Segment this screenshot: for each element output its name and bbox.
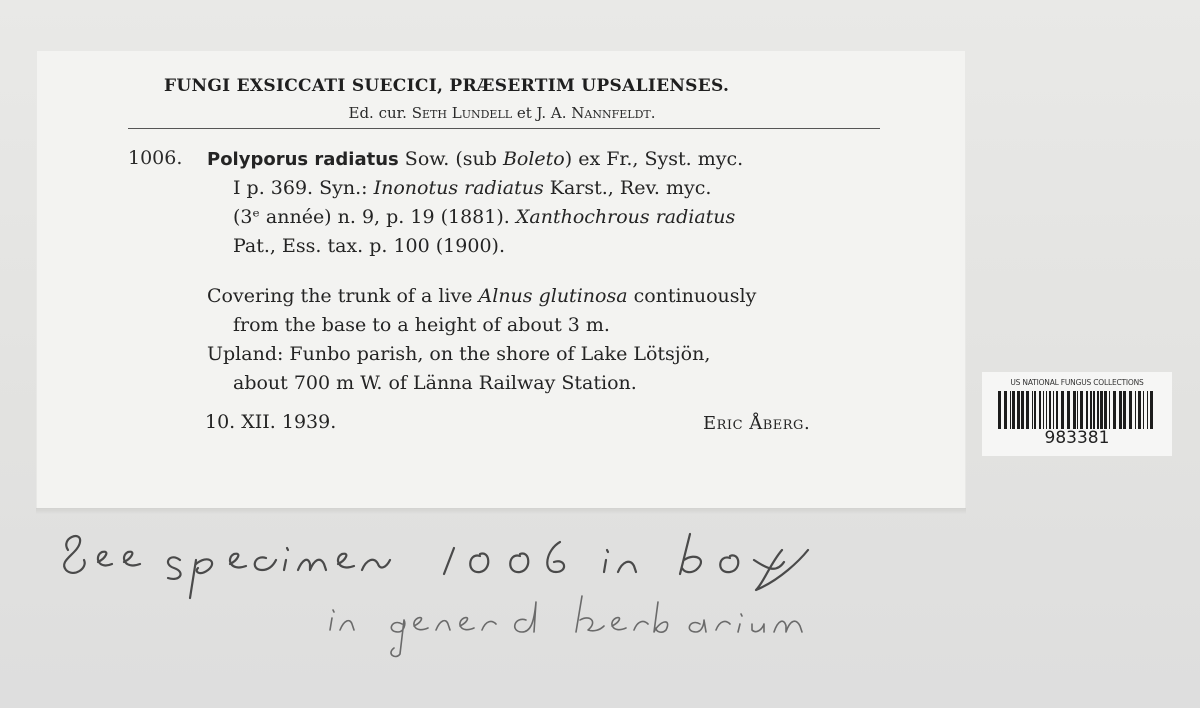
editors-join: et [516, 104, 532, 122]
barcode-bar [998, 391, 1001, 429]
citation-line [207, 203, 743, 232]
barcode-bar [1004, 391, 1007, 429]
barcode-bar [1077, 391, 1078, 429]
barcode-bar [1080, 391, 1083, 429]
series-title: FUNGI EXSICCATI SUECICI, PRÆSERTIM UPSALIENSES. [164, 76, 730, 96]
citation-text: Karst., Rev. myc. [549, 177, 712, 199]
habitat-text: Covering the trunk of a live [207, 285, 473, 307]
barcode-icon [996, 391, 1158, 429]
barcode-bar [1032, 391, 1033, 429]
barcode-bar [1109, 391, 1110, 429]
label-shadow [36, 508, 966, 514]
barcode-bar [1129, 391, 1132, 429]
habitat-locality [207, 282, 756, 398]
barcode-bar [1090, 391, 1092, 429]
barcode-bar [1034, 391, 1036, 429]
barcode-bar [1056, 391, 1058, 429]
barcode-bar [1100, 391, 1103, 429]
barcode-bar [1143, 391, 1144, 429]
collector-name: Eric Åberg. [703, 413, 811, 434]
barcode-bar [1123, 391, 1126, 429]
barcode-bar [1067, 391, 1070, 429]
citation-text: ) ex Fr., Syst. myc. [564, 148, 744, 170]
barcode-institution: US NATIONAL FUNGUS COLLECTIONS [1010, 378, 1144, 387]
barcode-bar [1086, 391, 1088, 429]
series-editors [164, 104, 840, 122]
barcode-bar [1113, 391, 1116, 429]
locality-line: Upland: Funbo parish, on the shore of Lake Lötsjön, [207, 343, 711, 365]
citation-text: Sow. (sub [404, 148, 497, 170]
collection-date: 10. XII. 1939. [205, 411, 337, 433]
habitat-text: continuously [633, 285, 757, 307]
citation-text: (3ᵉ année) n. 9, p. 19 (1881). [233, 206, 510, 228]
barcode-bar [1093, 391, 1095, 429]
taxon-citation [207, 145, 743, 261]
exsiccata-number: 1006. [128, 147, 183, 169]
synonym-name: Inonotus radiatus [373, 177, 544, 199]
barcode-bar [1104, 391, 1107, 429]
barcode-bar [1135, 391, 1136, 429]
handwritten-note [40, 520, 840, 700]
habitat-line [207, 282, 756, 311]
habitat-line: from the base to a height of about 3 m. [233, 314, 610, 336]
barcode-bar [1010, 391, 1011, 429]
barcode-bar [1043, 391, 1044, 429]
barcode-bar [1147, 391, 1148, 429]
barcode-bar [1150, 391, 1153, 429]
barcode-bar [1012, 391, 1015, 429]
host-name: Alnus glutinosa [478, 285, 628, 307]
citation-text: I p. 369. Syn.: [233, 177, 368, 199]
barcode-bar [1046, 391, 1047, 429]
barcode-number: 983381 [1044, 428, 1110, 448]
citation-line [207, 174, 743, 203]
barcode-bar [1053, 391, 1054, 429]
header-divider [128, 128, 880, 129]
barcode-bar [1026, 391, 1029, 429]
editors-prefix: Ed. cur. [348, 104, 407, 122]
citation-line [207, 145, 743, 174]
basionym-genus: Boleto [502, 148, 565, 170]
barcode-bar [1021, 391, 1024, 429]
species-name: Polyporus radiatus [207, 149, 399, 170]
editor-name: J. A. Nannfeldt. [536, 104, 656, 122]
barcode-bar [1049, 391, 1051, 429]
barcode-bar [1039, 391, 1041, 429]
barcode-bar [1061, 391, 1064, 429]
barcode-bar [1017, 391, 1020, 429]
synonym-name: Xanthochrous radiatus [515, 206, 736, 228]
barcode-bar [1138, 391, 1141, 429]
barcode-bar [1119, 391, 1122, 429]
editor-name: Seth Lundell [411, 104, 513, 122]
barcode-bar [1073, 391, 1076, 429]
barcode-bar [1097, 391, 1099, 429]
locality-line: about 700 m W. of Länna Railway Station. [233, 372, 637, 394]
citation-line: Pat., Ess. tax. p. 100 (1900). [233, 235, 505, 257]
